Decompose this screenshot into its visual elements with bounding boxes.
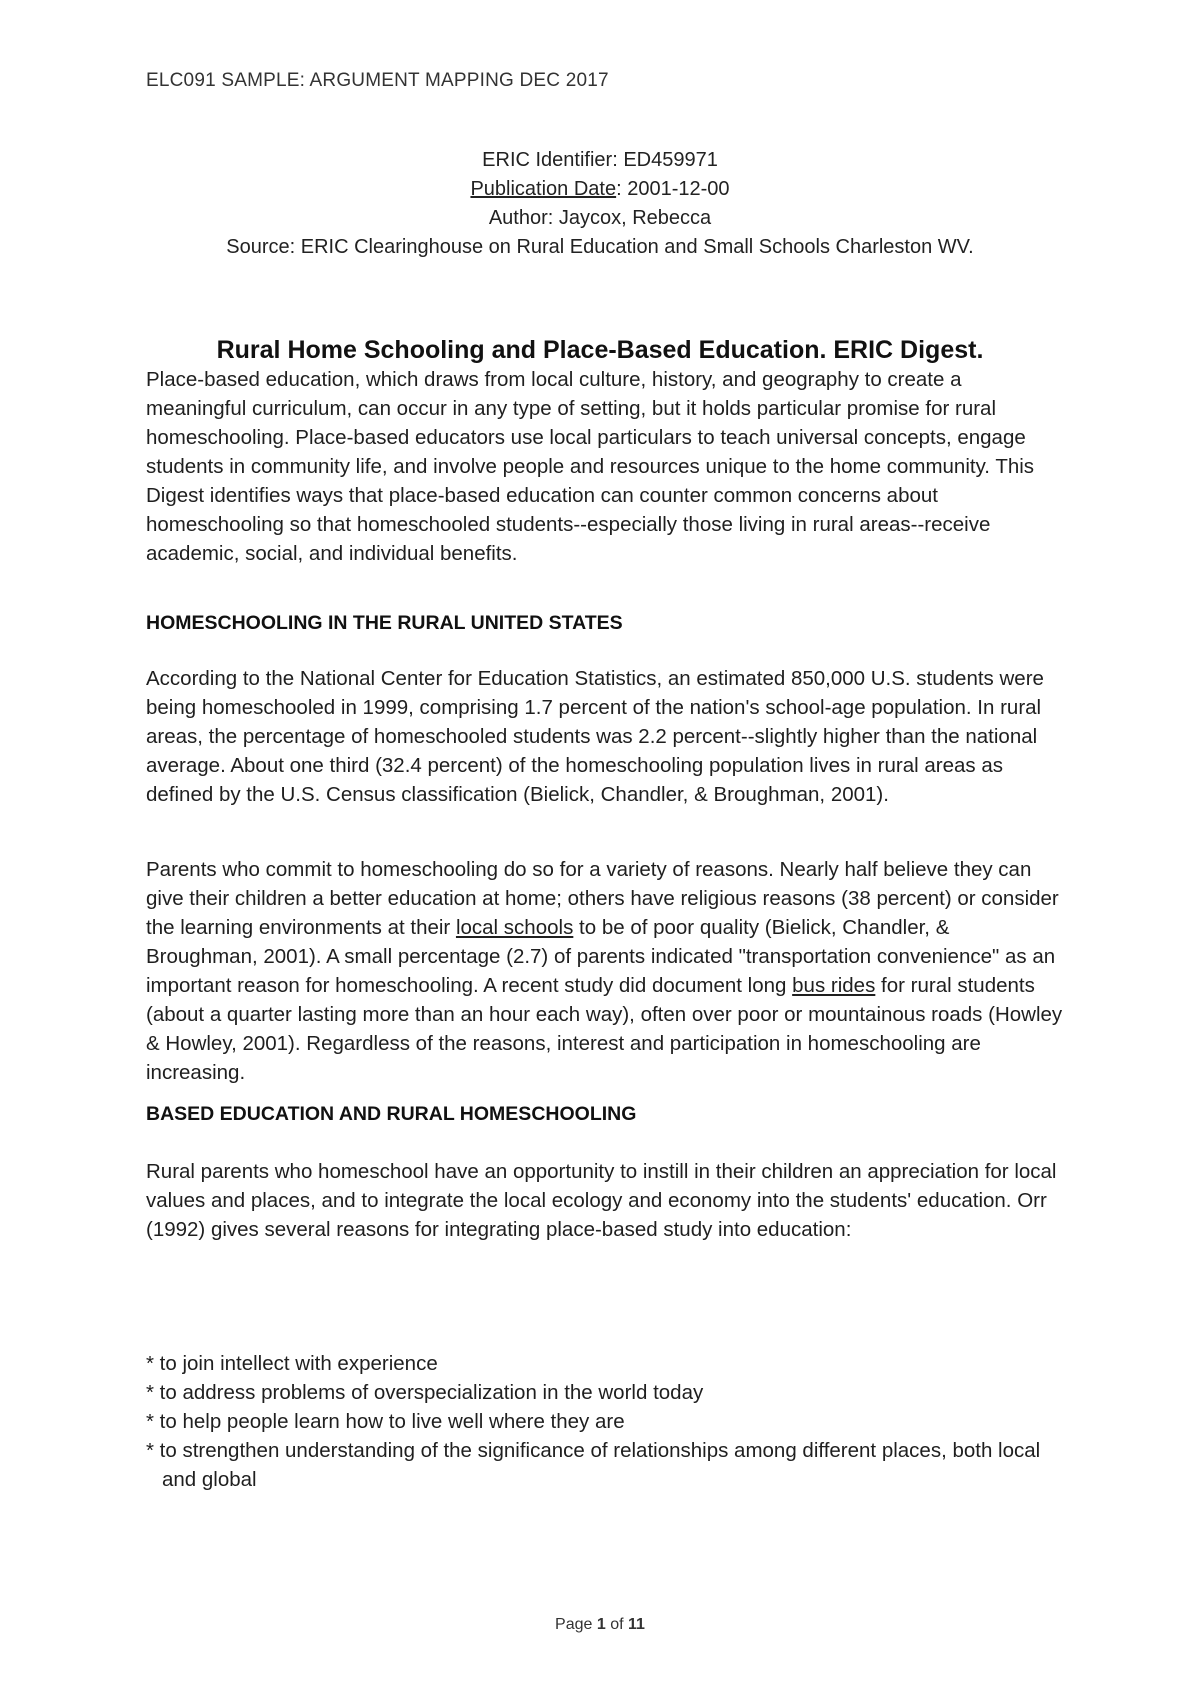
list-item: * to address problems of overspecialization in the world today (146, 1381, 704, 1404)
reasons-list (146, 1349, 1066, 1494)
page-word: Page (555, 1616, 593, 1633)
list-item: * to join intellect with experience (146, 1352, 438, 1375)
publication-date-value: : 2001-12-00 (616, 178, 730, 200)
page-footer (0, 1616, 1200, 1634)
eric-identifier: ERIC Identifier: ED459971 (482, 149, 718, 171)
source: Source: ERIC Clearinghouse on Rural Education and Small Schools Charleston WV. (226, 236, 974, 258)
running-header: ELC091 SAMPLE: ARGUMENT MAPPING DEC 2017 (146, 70, 609, 91)
section-heading-homeschooling-rural-us: HOMESCHOOLING IN THE RURAL UNITED STATES (146, 612, 623, 634)
publication-date (0, 175, 1200, 204)
section1-paragraph-2 (146, 855, 1066, 1087)
para2-text-a: Parents who commit to homeschooling do so for a variety of reasons. Nearly half believe they can give their children a better education at home; others have religious reasons (38 percent) or consider the learning environments at their (146, 858, 1059, 939)
para2-text-c: for rural students (about a quarter lasting more than an hour each way), often over poor or mountainous roads (Howley & Howley, 2001). Regardless of the reasons, interest and participation in homeschooling are increasing. (146, 974, 1063, 1084)
section2-paragraph-1: Rural parents who homeschool have an opportunity to instill in their children an appreciation for local values and places, and to integrate the local ecology and economy into the students' education. Orr (1992) gives several reasons for integrating place-based study into education: (146, 1160, 1057, 1241)
total-pages-number: 11 (628, 1616, 645, 1633)
bus-rides-link[interactable]: bus rides (792, 974, 876, 997)
local-schools-link[interactable]: local schools (455, 916, 574, 939)
of-word: of (610, 1616, 624, 1633)
publication-date-label: Publication Date (470, 178, 617, 200)
section1-paragraph-1: According to the National Center for Education Statistics, an estimated 850,000 U.S. students were being homeschooled in 1999, comprising 1.7 percent of the nation's school-age population. In rural areas, the percentage of homeschooled students was 2.2 percent--slightly higher than the national average. About one third (32.4 percent) of the homeschooling population lives in rural areas as defined by the U.S. Census classification (Bielick, Chandler, & Broughman, 2001). (146, 667, 1044, 806)
author: Author: Jaycox, Rebecca (488, 207, 712, 229)
document-title: Rural Home Schooling and Place-Based Education. ERIC Digest. (216, 336, 984, 364)
intro-paragraph: Place-based education, which draws from local culture, history, and geography to create a meaningful curriculum, can occur in any type of setting, but it holds particular promise for rural homeschooling. Place-based educators use local particulars to teach universal concepts, engage students in community life, and involve people and resources unique to the home community. This Digest identifies ways that place-based education can counter common concerns about homeschooling so that homeschooled students--especially those living in rural areas--receive academic, social, and individual benefits. (146, 368, 1035, 565)
section-heading-place-based-education: BASED EDUCATION AND RURAL HOMESCHOOLING (146, 1103, 637, 1125)
para2-text-b: to be of poor quality (Bielick, Chandler, & Broughman, 2001). A small percentage (2.7) of parents indicated "transportation convenience" as an important reason for homeschooling. A recent study did document long (146, 916, 1056, 997)
list-item: * to help people learn how to live well where they are (146, 1410, 625, 1433)
list-item: * to strengthen understanding of the significance of relationships among different places, both local and global (146, 1439, 1041, 1491)
document-metadata (0, 146, 1200, 262)
current-page-number: 1 (596, 1616, 606, 1633)
